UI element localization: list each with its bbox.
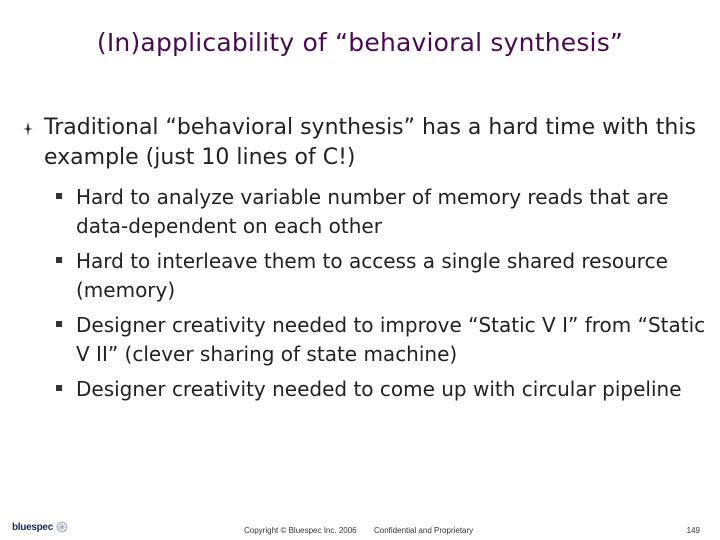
sub-bullet-item (76, 183, 706, 241)
sub-bullet-list (0, 183, 720, 410)
footer-confidential: Confidential and Proprietary (374, 526, 474, 535)
footer-copyright: Copyright © Bluespec Inc. 2006 (244, 526, 357, 535)
square-bullet-icon (56, 193, 62, 199)
sub-bullet-text: Hard to interleave them to access a single shared resource (memory) (76, 249, 668, 302)
sub-bullet-text: Designer creativity needed to come up with circular pipeline (76, 377, 682, 401)
bluespec-grid-logo-icon (55, 521, 69, 533)
sub-bullet-item (76, 375, 706, 404)
square-bullet-icon (56, 385, 62, 391)
slide-title: (In)applicability of “behavioral synthesis” (96, 28, 624, 57)
bluespec-logo (12, 516, 69, 538)
diamond-sparkle-bullet-icon (22, 121, 34, 137)
sub-bullet-item (76, 311, 706, 369)
square-bullet-icon (56, 257, 62, 263)
logo-text: bluespec (12, 521, 53, 533)
main-bullet-text: Traditional “behavioral synthesis” has a hard time with this example (just 10 lines of C!) (44, 115, 696, 170)
page-number: 149 (686, 526, 700, 535)
square-bullet-icon (56, 321, 62, 327)
sub-bullet-text: Designer creativity needed to improve “Static V I” from “Static V II” (clever sharing of state machine) (76, 313, 706, 366)
sub-bullet-item (76, 247, 706, 305)
sub-bullet-text: Hard to analyze variable number of memory reads that are data-dependent on each other (76, 185, 669, 238)
